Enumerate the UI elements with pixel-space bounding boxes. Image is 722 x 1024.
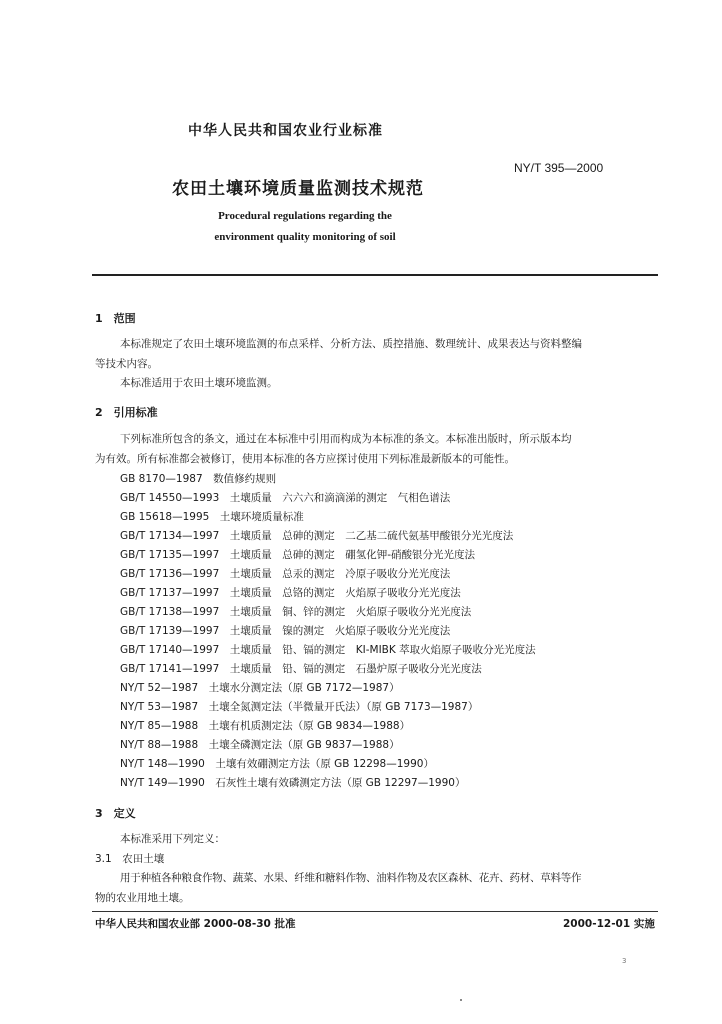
subsection-3-1-heading: 3.1 农田土壤 (95, 853, 165, 865)
subsection-3-1-paragraph-line2: 物的农业用地土壤。 (95, 892, 190, 904)
section-2-paragraph-line2: 为有效。所有标准都会被修订，使用本标准的各方应探讨使用下列标准最新版本的可能性。 (95, 453, 515, 465)
section-1-paragraph-line1: 本标准规定了农田土壤环境监测的布点采样、分析方法、质控措施、数理统计、成果表达与资料整编 (120, 338, 582, 350)
section-1-scope: 本标准适用于农田土壤环境监测。 (120, 377, 278, 389)
reference-item: GB 15618—1995 土壤环境质量标准 (120, 511, 304, 523)
reference-item: GB/T 17141—1997 土壤质量 铅、镉的测定 石墨炉原子吸收分光光度法 (120, 663, 482, 675)
standard-series-title: 中华人民共和国农业行业标准 (188, 123, 383, 139)
reference-item: GB/T 14550—1993 土壤质量 六六六和滴滴涕的测定 气相色谱法 (120, 492, 451, 504)
reference-item: GB/T 17138—1997 土壤质量 铜、锌的测定 火焰原子吸收分光光度法 (120, 606, 472, 618)
header-rule (92, 274, 658, 276)
section-3-paragraph: 本标准采用下列定义： (120, 833, 225, 845)
section-1-paragraph-line2: 等技术内容。 (95, 358, 158, 370)
reference-item: GB/T 17136—1997 土壤质量 总汞的测定 冷原子吸收分光光度法 (120, 568, 451, 580)
section-3-heading: 3 定义 (95, 807, 136, 820)
footer-issuer: 中华人民共和国农业部 2000-08-30 批准 (95, 918, 296, 930)
reference-item: GB/T 17140—1997 土壤质量 铅、镉的测定 KI-MIBK 萃取火焰原子吸收分光光度法 (120, 644, 536, 656)
page-number: 3 (622, 957, 627, 965)
standard-code: NY/T 395—2000 (514, 161, 604, 175)
document-title-chinese: 农田土壤环境质量监测技术规范 (172, 179, 424, 199)
footer-rule (92, 911, 658, 912)
reference-item: NY/T 88—1988 土壤全磷测定法（原 GB 9837—1988） (120, 739, 400, 751)
reference-item: NY/T 149—1990 石灰性土壤有效磷测定方法（原 GB 12297—1990） (120, 777, 466, 789)
reference-item: NY/T 53—1987 土壤全氮测定法（半微量开氏法）（原 GB 7173—1987） (120, 701, 479, 713)
reference-item: GB/T 17135—1997 土壤质量 总砷的测定 硼氢化钾-硝酸银分光光度法 (120, 549, 476, 561)
reference-item: NY/T 148—1990 土壤有效硼测定方法（原 GB 12298—1990） (120, 758, 434, 770)
document-title-english-line1: Procedural regulations regarding the (218, 210, 392, 222)
reference-item: GB/T 17134—1997 土壤质量 总砷的测定 二乙基二硫代氨基甲酸银分光光度法 (120, 530, 514, 542)
section-2-paragraph-line1: 下列标准所包含的条文，通过在本标准中引用而构成为本标准的条文。本标准出版时，所示版本均 (120, 433, 572, 445)
reference-item: NY/T 85—1988 土壤有机质测定法（原 GB 9834—1988） (120, 720, 411, 732)
section-2-heading: 2 引用标准 (95, 406, 158, 419)
footer-effective-date: 2000-12-01 实施 (563, 918, 655, 930)
scan-speck (460, 999, 462, 1001)
reference-item: NY/T 52—1987 土壤水分测定法（原 GB 7172—1987） (120, 682, 400, 694)
reference-item: GB/T 17137—1997 土壤质量 总铬的测定 火焰原子吸收分光光度法 (120, 587, 461, 599)
document-title-english-line2: environment quality monitoring of soil (214, 231, 396, 243)
reference-item: GB/T 17139—1997 土壤质量 镍的测定 火焰原子吸收分光光度法 (120, 625, 451, 637)
section-1-heading: 1 范围 (95, 312, 136, 325)
reference-item: GB 8170—1987 数值修约规则 (120, 473, 277, 485)
subsection-3-1-paragraph-line1: 用于种植各种粮食作物、蔬菜、水果、纤维和糖料作物、油料作物及农区森林、花卉、药材、草料等作 (120, 872, 582, 884)
